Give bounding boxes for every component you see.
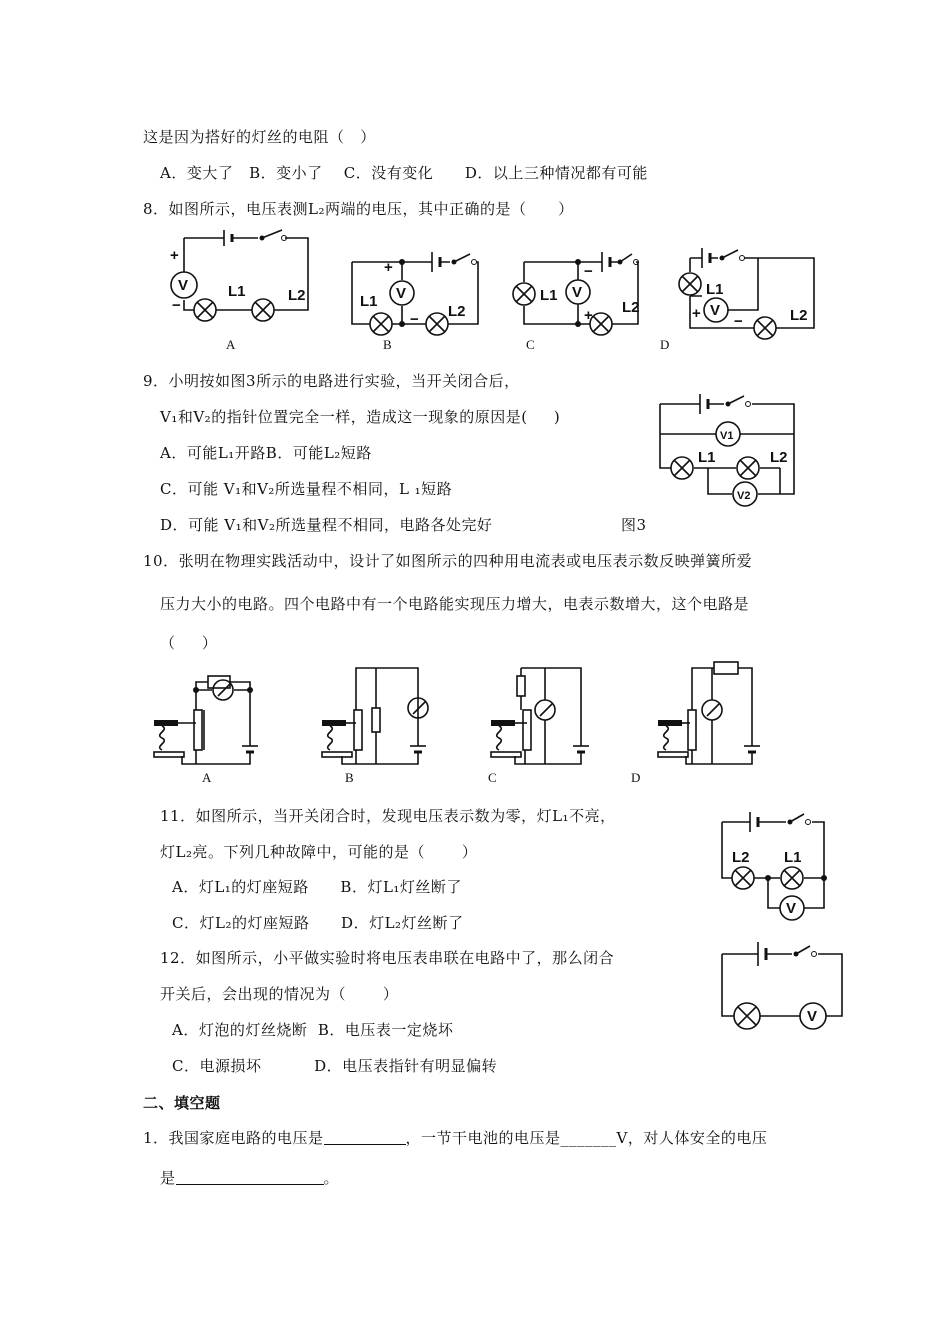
line-q9-option-ab: A．可能L₁开路B．可能L₂短路 <box>160 444 372 462</box>
q10-circuit-c <box>485 660 605 770</box>
svg-text:+: + <box>384 259 393 276</box>
svg-text:L2: L2 <box>288 287 306 304</box>
line-q8-stem: 8．如图所示，电压表测L₂两端的电压，其中正确的是（ ） <box>143 200 574 218</box>
q8-circuit-b <box>350 240 480 340</box>
svg-text:V: V <box>807 1008 818 1025</box>
svg-text:−: − <box>734 313 743 330</box>
svg-text:V1: V1 <box>720 430 734 442</box>
svg-text:+: + <box>584 307 593 324</box>
svg-text:−: − <box>172 297 181 314</box>
svg-text:+: + <box>170 247 179 264</box>
q10-caption-c: C <box>488 770 497 785</box>
line-q10-stem2: 压力大小的电路。四个电路中有一个电路能实现压力增大，电表示数增大，这个电路是 <box>160 595 750 613</box>
q8-caption-b: B <box>383 337 392 352</box>
line-q11-stem2: 灯L₂亮。下列几种故障中，可能的是（ ） <box>160 843 478 861</box>
svg-text:L2: L2 <box>732 849 750 866</box>
svg-text:L2: L2 <box>622 299 640 316</box>
line-q7-options: A．变大了 B．变小了 C．没有变化 D．以上三种情况都有可能 <box>160 164 648 182</box>
svg-text:L2: L2 <box>448 303 466 320</box>
svg-text:L2: L2 <box>790 307 808 324</box>
q8-circuit-d <box>672 244 822 344</box>
line-q9-stem2: V₁和V₂的指针位置完全一样，造成这一现象的原因是( ) <box>160 408 561 426</box>
q8-caption-d: D <box>660 337 670 352</box>
svg-text:L2: L2 <box>770 449 788 466</box>
q10-circuit-b <box>310 660 430 770</box>
figure-3-caption: 图3 <box>621 516 647 534</box>
line-q11-options-ab: A．灯L₁的灯座短路 B．灯L₁灯丝断了 <box>172 878 462 896</box>
svg-text:V: V <box>710 302 721 319</box>
line-q7-stem: 这是因为搭好的灯丝的电阻（ ） <box>143 128 376 146</box>
line-q9-option-d: D．可能 V₁和V₂所选量程不相同，电路各处完好 <box>160 516 493 534</box>
svg-text:L1: L1 <box>698 449 716 466</box>
q10-caption-b: B <box>345 770 354 785</box>
q8-caption-a: A <box>226 337 236 352</box>
q8-caption-c: C <box>526 337 535 352</box>
svg-text:L1: L1 <box>360 293 378 310</box>
svg-text:L1: L1 <box>228 283 246 300</box>
section-heading-fill-in: 二、填空题 <box>143 1094 221 1112</box>
line-q12-stem2: 开关后，会出现的情况为（ ） <box>160 985 399 1003</box>
svg-text:V: V <box>396 285 407 302</box>
line-q10-blank: （ ） <box>160 634 218 652</box>
line-q10-stem: 10．张明在物理实践活动中，设计了如图所示的四种用电流表或电压表示数反映弹簧所爱 <box>143 552 753 570</box>
q8-circuit-a <box>170 228 320 328</box>
answer-blank-1[interactable] <box>324 1129 406 1145</box>
svg-text:V: V <box>572 284 583 301</box>
q8-circuit-c <box>510 240 640 340</box>
svg-text:−: − <box>410 311 419 328</box>
svg-text:+: + <box>692 305 701 322</box>
svg-text:L1: L1 <box>540 287 558 304</box>
line-fill-1: 1．我国家庭电路的电压是 ，一节干电池的电压是_______V，对人体安全的电压 <box>143 1129 768 1147</box>
q10-caption-a: A <box>202 770 212 785</box>
line-q12-options-ab: A．灯泡的灯丝烧断 B．电压表一定烧坏 <box>172 1021 454 1039</box>
label-v: V <box>178 277 189 294</box>
line-q12-stem: 12．如图所示，小平做实验时将电压表串联在电路中了，那么闭合 <box>160 949 615 967</box>
q12-circuit <box>718 934 848 1024</box>
svg-text:L1: L1 <box>784 849 802 866</box>
line-q9-option-c: C．可能 V₁和V₂所选量程不相同，L ₁短路 <box>160 480 453 498</box>
line-q12-options-cd: C．电源损坏 D．电压表指针有明显偏转 <box>172 1057 498 1075</box>
svg-text:V2: V2 <box>737 490 751 502</box>
answer-blank-2[interactable] <box>176 1169 324 1185</box>
q10-circuit-d <box>652 660 772 770</box>
line-fill-1b: 是 。 <box>160 1169 340 1187</box>
line-q11-stem: 11．如图所示，当开关闭合时，发现电压表示数为零，灯L₁不亮， <box>160 807 616 825</box>
line-q11-options-cd: C．灯L₂的灯座短路 D．灯L₂灯丝断了 <box>172 914 464 932</box>
svg-text:V: V <box>786 900 797 917</box>
svg-text:L1: L1 <box>706 281 724 298</box>
line-q9-stem: 9．小明按如图3所示的电路进行实验，当开关闭合后， <box>143 372 520 390</box>
q11-circuit <box>718 808 830 924</box>
svg-text:−: − <box>584 263 593 280</box>
q10-caption-d: D <box>631 770 641 785</box>
q10-circuit-a <box>150 660 270 770</box>
q9-circuit <box>656 390 801 505</box>
